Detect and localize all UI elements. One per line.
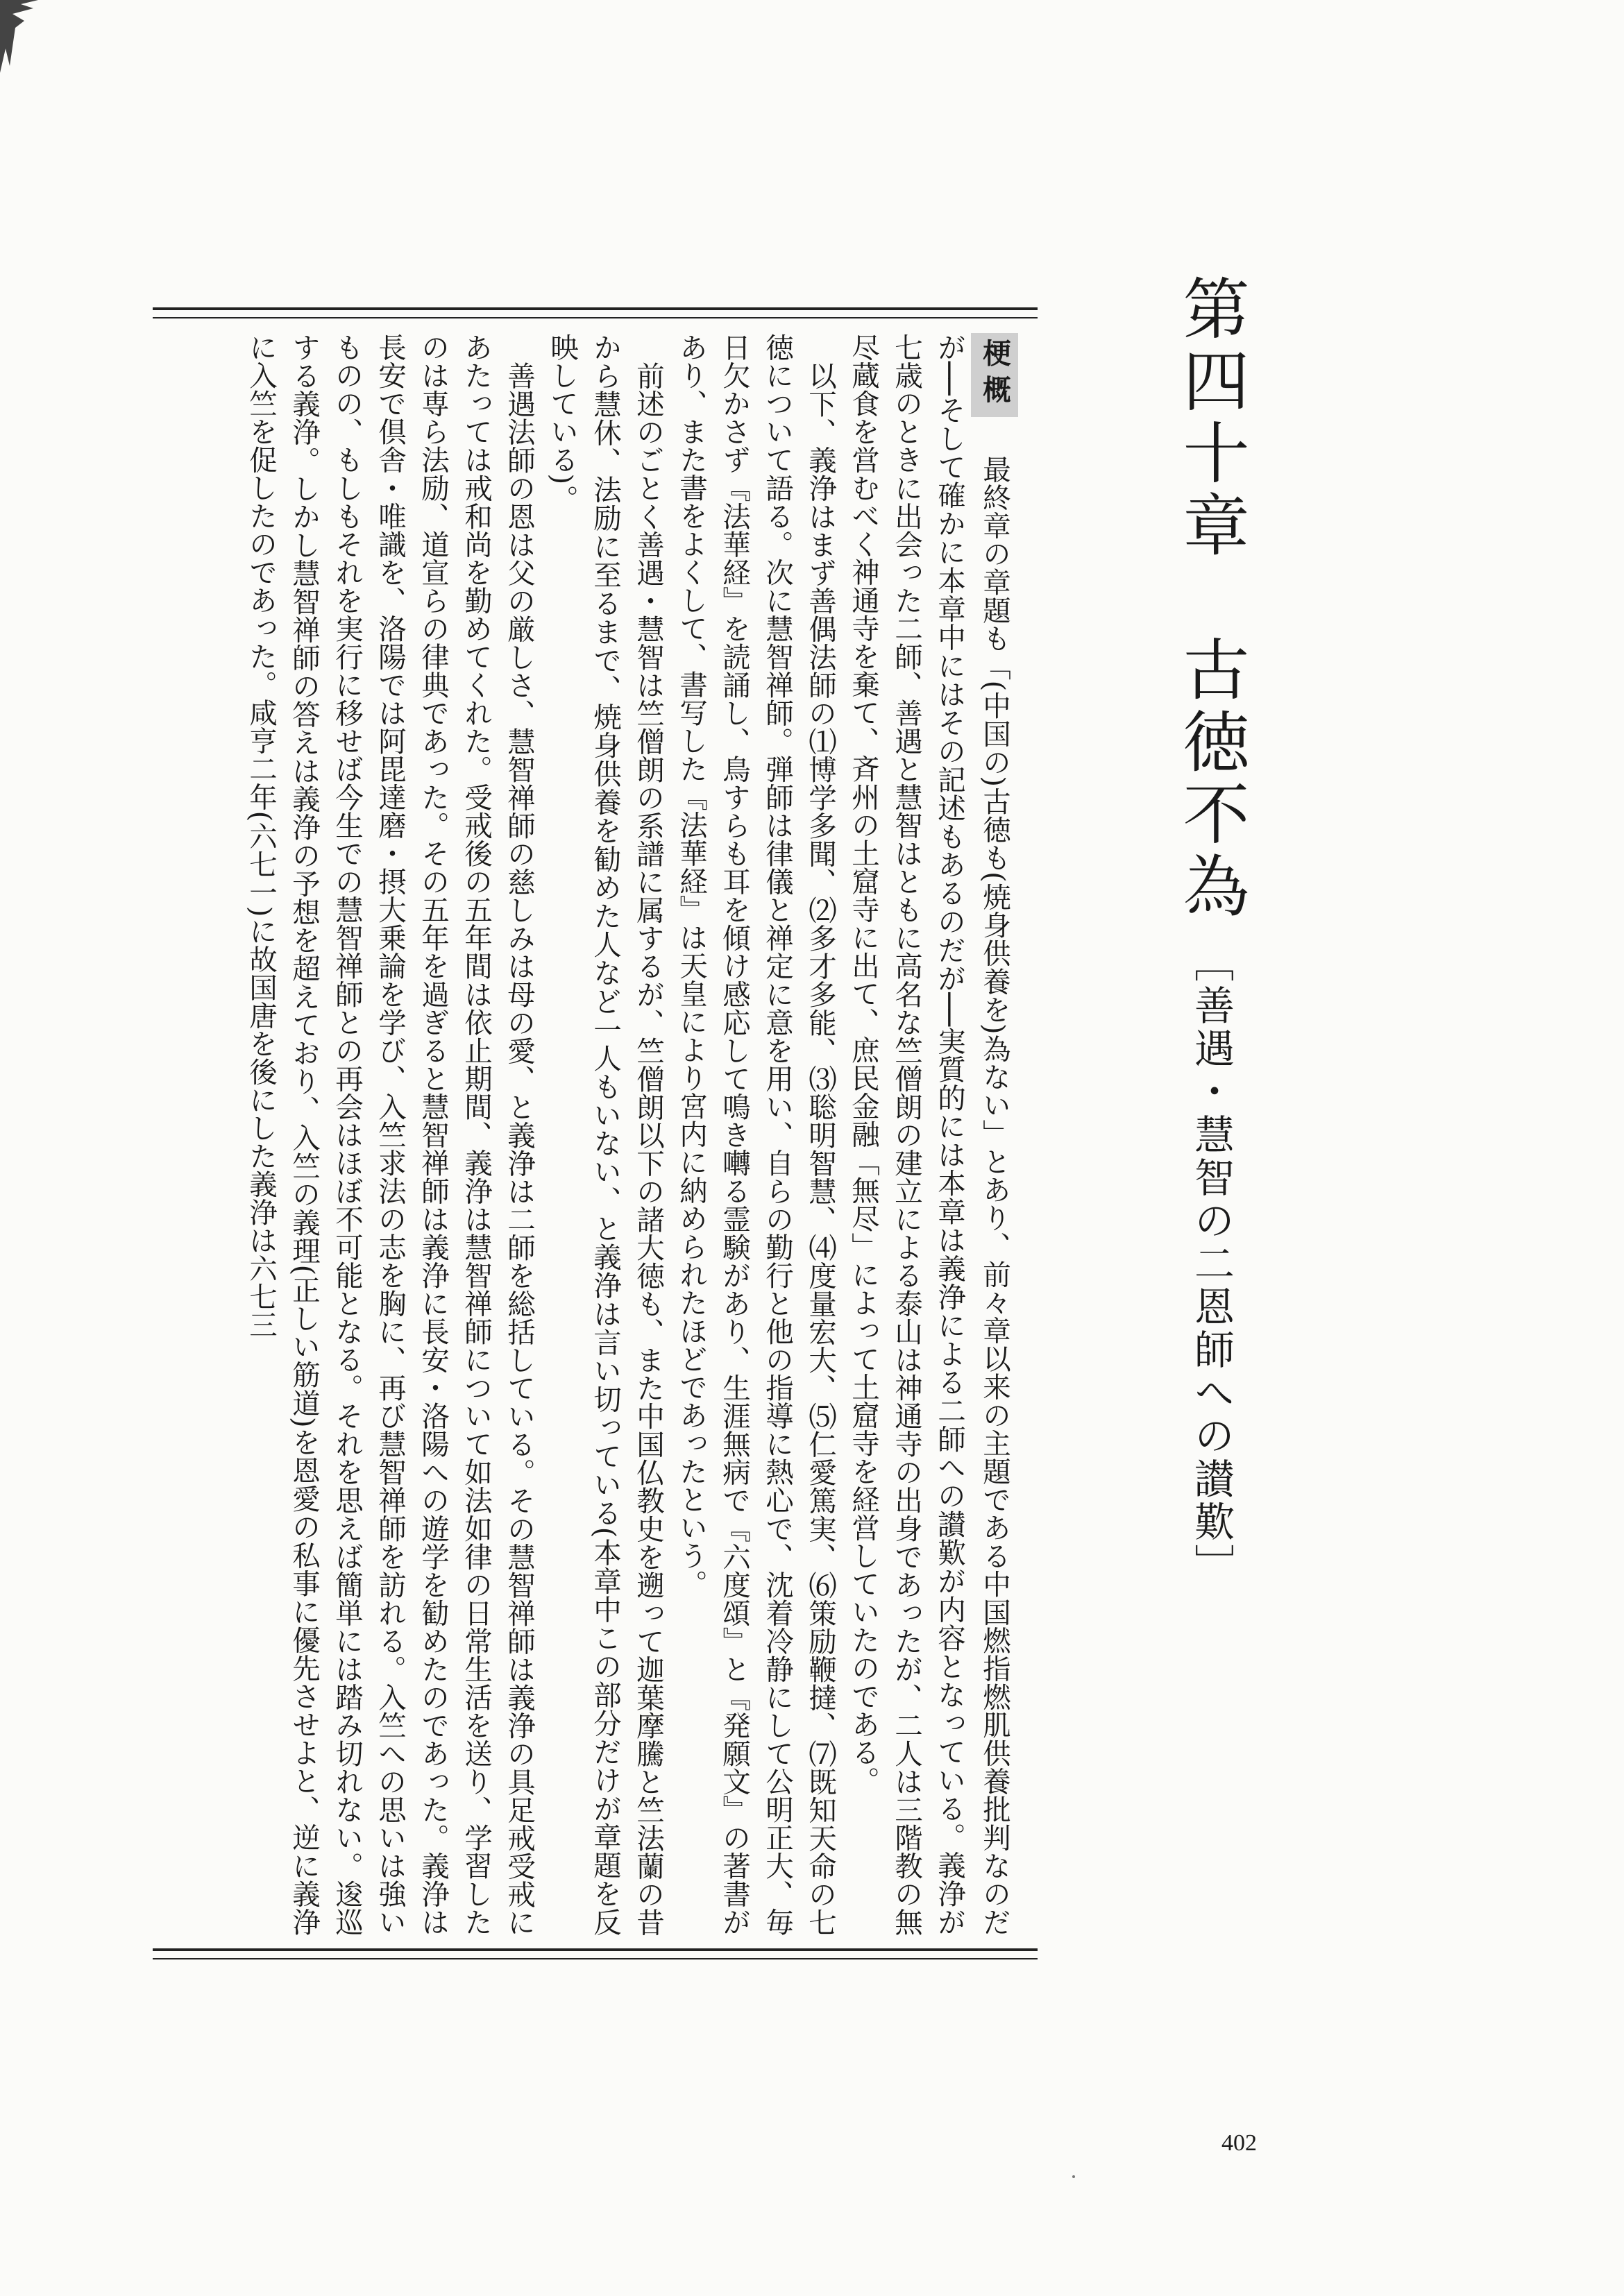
summary-label: 梗概 — [971, 333, 1018, 417]
page-number: 402 — [1221, 2130, 1257, 2156]
top-rule-thin — [153, 317, 1038, 318]
chapter-subtitle: ［善遇・慧智の二恩師への讃歎］ — [1187, 942, 1235, 1587]
paragraph-2: 以下、義浄はまず善偶法師の⑴博学多聞、⑵多才多能、⑶聡明智慧、⑷度量宏大、⑸仁愛篤実、⑹策励鞭撻、⑺既知天命の七徳について語る。次に慧智禅師。弾師は律儀と禅定に意を用い、自らの勤行と他の指導に熱心で、沈着冷静にして公明正大、毎日欠かさず『法華経』を読誦し、鳥すらも耳を傾け感応して鳴き囀る霊験があり、生涯無病で『六度頌』と『発願文』の著書があり、また書をよくして、書写した『法華経』は天皇により宮内に納められたほどであったという。 — [675, 333, 837, 1936]
chapter-title — [1172, 274, 1250, 1587]
bottom-rule-thin — [153, 1958, 1038, 1959]
bottom-rule-thick — [153, 1948, 1038, 1951]
paragraph-1 — [842, 333, 1018, 1936]
top-rule-thick — [153, 307, 1038, 310]
paragraph-4: 善遇法師の恩は父の厳しさ、慧智禅師の慈しみは母の愛、と義浄は二師を総括している。その慧智禅師は義浄の具足戒受戒にあたっては戒和尚を勤めてくれた。受戒後の五年間は依止期間、義浄は慧智禅師について如法如律の日常生活を送り、学習したのは専ら法励、道宣らの律典であった。その五年を過ぎると慧智禅師は義浄に長安・洛陽への遊学を勧めたのであった。義浄は長安で倶舎・唯識を、洛陽では阿毘達磨・摂大乗論を学び、入竺求法の志を胸に、再び慧智禅師を訪れる。入竺への思いは強いものの、もしもそれを実行に移せば今生での慧智禅師との再会はほぼ不可能となる。それを思えば簡単には踏み切れない。逡巡する義浄。しかし慧智禅師の答えは義浄の予想を超えており、入竺の義理(正しい筋道)を恩愛の私事に優先させよと、逆に義浄に入竺を促したのであった。咸亨二年(六七一)に故国唐を後にした義浄は六七三 — [244, 333, 536, 1936]
chapter-heading: 第四十章 古徳不為 — [1172, 274, 1250, 924]
paragraph-1-text: 最終章の章題も「(中国の)古徳も(焼身供養を)為ない」とあり、前々章以来の主題である中国燃指燃肌供養批判なのだが──そして確かに本章中にはその記述もあるのだが──実質的には本章は義浄による二師への讃歎が内容となっている。義浄が七歳のときに出会った二師、善遇と慧智はともに高名な竺僧朗の建立による泰山は神通寺の出身であったが、二人は三階教の無尽蔵食を営むべく神通寺を棄て、斉州の土窟寺に出て、庶民金融「無尽」によって土窟寺を経営していたのである。 — [847, 333, 1011, 1936]
scan-edge-artifact — [0, 0, 42, 76]
summary-body — [154, 333, 1018, 1936]
paragraph-3: 前述のごとく善遇・慧智は竺僧朗の系譜に属するが、竺僧朗以下の諸大徳も、また中国仏教史を遡って迦葉摩騰と竺法蘭の昔から慧休、法励に至るまで、焼身供養を勧めた人など一人もいない、と義浄は言い切っている(本章中この部分だけが章題を反映している)。 — [545, 333, 665, 1936]
scan-speck — [1072, 2175, 1075, 2178]
